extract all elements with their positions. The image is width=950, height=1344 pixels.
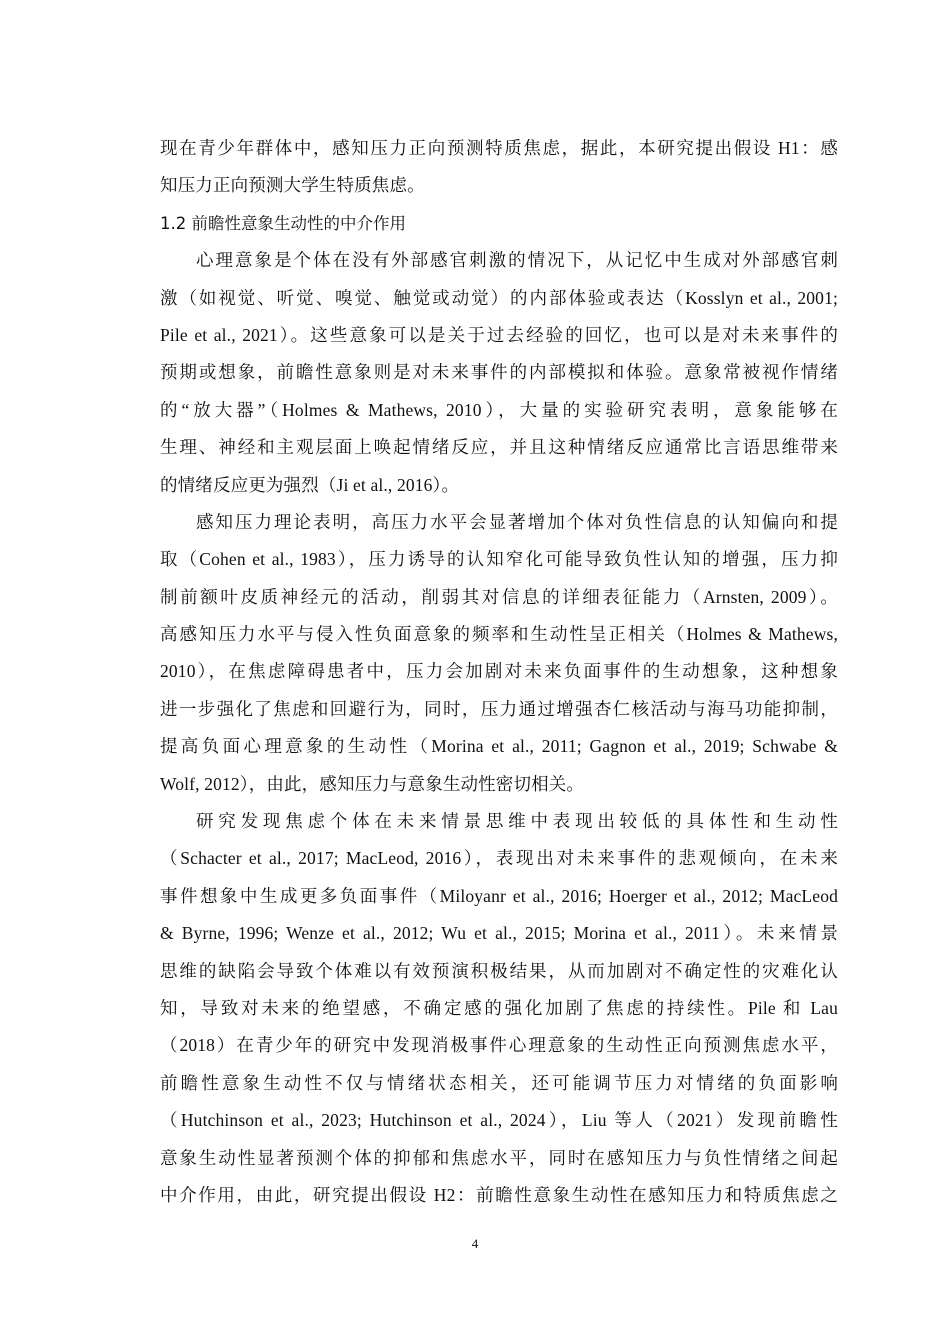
- text-line: 提高负面心理意象的生动性（Morina et al., 2011; Gagnon et al., 2019; Schwabe &: [160, 736, 838, 757]
- intro-paragraph: [160, 130, 838, 205]
- text-line: Pile et al., 2021）。这些意象可以是关于过去经验的回忆，也可以是对未来事件的: [160, 324, 838, 345]
- text-line: 感知压力理论表明，高压力水平会显著增加个体对负性信息的认知偏向和提: [196, 511, 838, 532]
- text-line: 高感知压力水平与侵入性负面意象的频率和生动性呈正相关（Holmes & Mathews,: [160, 624, 838, 645]
- text-line: （2018）在青少年的研究中发现消极事件心理意象的生动性正向预测焦虑水平，: [160, 1035, 838, 1056]
- text-line: 意象生动性显著预测个体的抑郁和焦虑水平，同时在感知压力与负性情绪之间起: [160, 1147, 838, 1168]
- text-line: 知压力正向预测大学生特质焦虑。: [160, 175, 425, 196]
- text-line: （Schacter et al., 2017; MacLeod, 2016），表现出对未来事件的悲观倾向，在未来: [160, 848, 838, 869]
- text-line: 中介作用，由此，研究提出假设 H2：前瞻性意象生动性在感知压力和特质焦虑之: [160, 1184, 838, 1205]
- body-text: [160, 130, 838, 1214]
- text-line: 的“放大器”（Holmes & Mathews, 2010），大量的实验研究表明，意象能够在: [160, 399, 838, 420]
- text-line: & Byrne, 1996; Wenze et al., 2012; Wu et al., 2015; Morina et al., 2011）。未来情景: [160, 923, 838, 944]
- text-line: 预期或想象，前瞻性意象则是对未来事件的内部模拟和体验。意象常被视作情绪: [160, 362, 838, 383]
- text-line: 生理、神经和主观层面上唤起情绪反应，并且这种情绪反应通常比言语思维带来: [160, 437, 838, 458]
- text-line: 研究发现焦虑个体在未来情景思维中表现出较低的具体性和生动性: [196, 811, 838, 832]
- section-heading: 1.2 前瞻性意象生动性的中介作用: [160, 213, 406, 233]
- text-line: 知，导致对未来的绝望感，不确定感的强化加剧了焦虑的持续性。Pile 和 Lau: [160, 997, 838, 1018]
- text-line: 前瞻性意象生动性不仅与情绪状态相关，还可能调节压力对情绪的负面影响: [160, 1072, 838, 1093]
- paragraph-group: [160, 242, 838, 1214]
- text-line: 制前额叶皮质神经元的活动，削弱其对信息的详细表征能力（Arnsten, 2009）。: [160, 586, 838, 607]
- paragraph: [160, 504, 838, 803]
- text-line: 取（Cohen et al., 1983），压力诱导的认知窄化可能导致负性认知的增强，压力抑: [160, 549, 838, 570]
- text-line: （Hutchinson et al., 2023; Hutchinson et al., 2024），Liu 等人（2021）发现前瞻性: [160, 1110, 838, 1131]
- text-line: Wolf, 2012），由此，感知压力与意象生动性密切相关。: [160, 773, 585, 794]
- text-line: 心理意象是个体在没有外部感官刺激的情况下，从记忆中生成对外部感官刺: [196, 250, 838, 271]
- text-line: 2010），在焦虑障碍患者中，压力会加剧对未来负面事件的生动想象，这种想象: [160, 661, 838, 682]
- text-line: 的情绪反应更为强烈（Ji et al., 2016）。: [160, 474, 460, 495]
- text-line: 进一步强化了焦虑和回避行为，同时，压力通过增强杏仁核活动与海马功能抑制，: [160, 698, 838, 719]
- paragraph: [160, 803, 838, 1214]
- page-number: 4: [471, 1236, 479, 1251]
- text-line: 现在青少年群体中，感知压力正向预测特质焦虑，据此，本研究提出假设 H1：感: [160, 138, 838, 158]
- text-line: 激（如视觉、听觉、嗅觉、触觉或动觉）的内部体验或表达（Kosslyn et al., 2001;: [160, 287, 838, 308]
- text-line: 事件想象中生成更多负面事件（Miloyanr et al., 2016; Hoerger et al., 2012; MacLeod: [160, 885, 838, 906]
- paragraph: [160, 242, 838, 504]
- text-line: 思维的缺陷会导致个体难以有效预演积极结果，从而加剧对不确定性的灾难化认: [160, 960, 838, 981]
